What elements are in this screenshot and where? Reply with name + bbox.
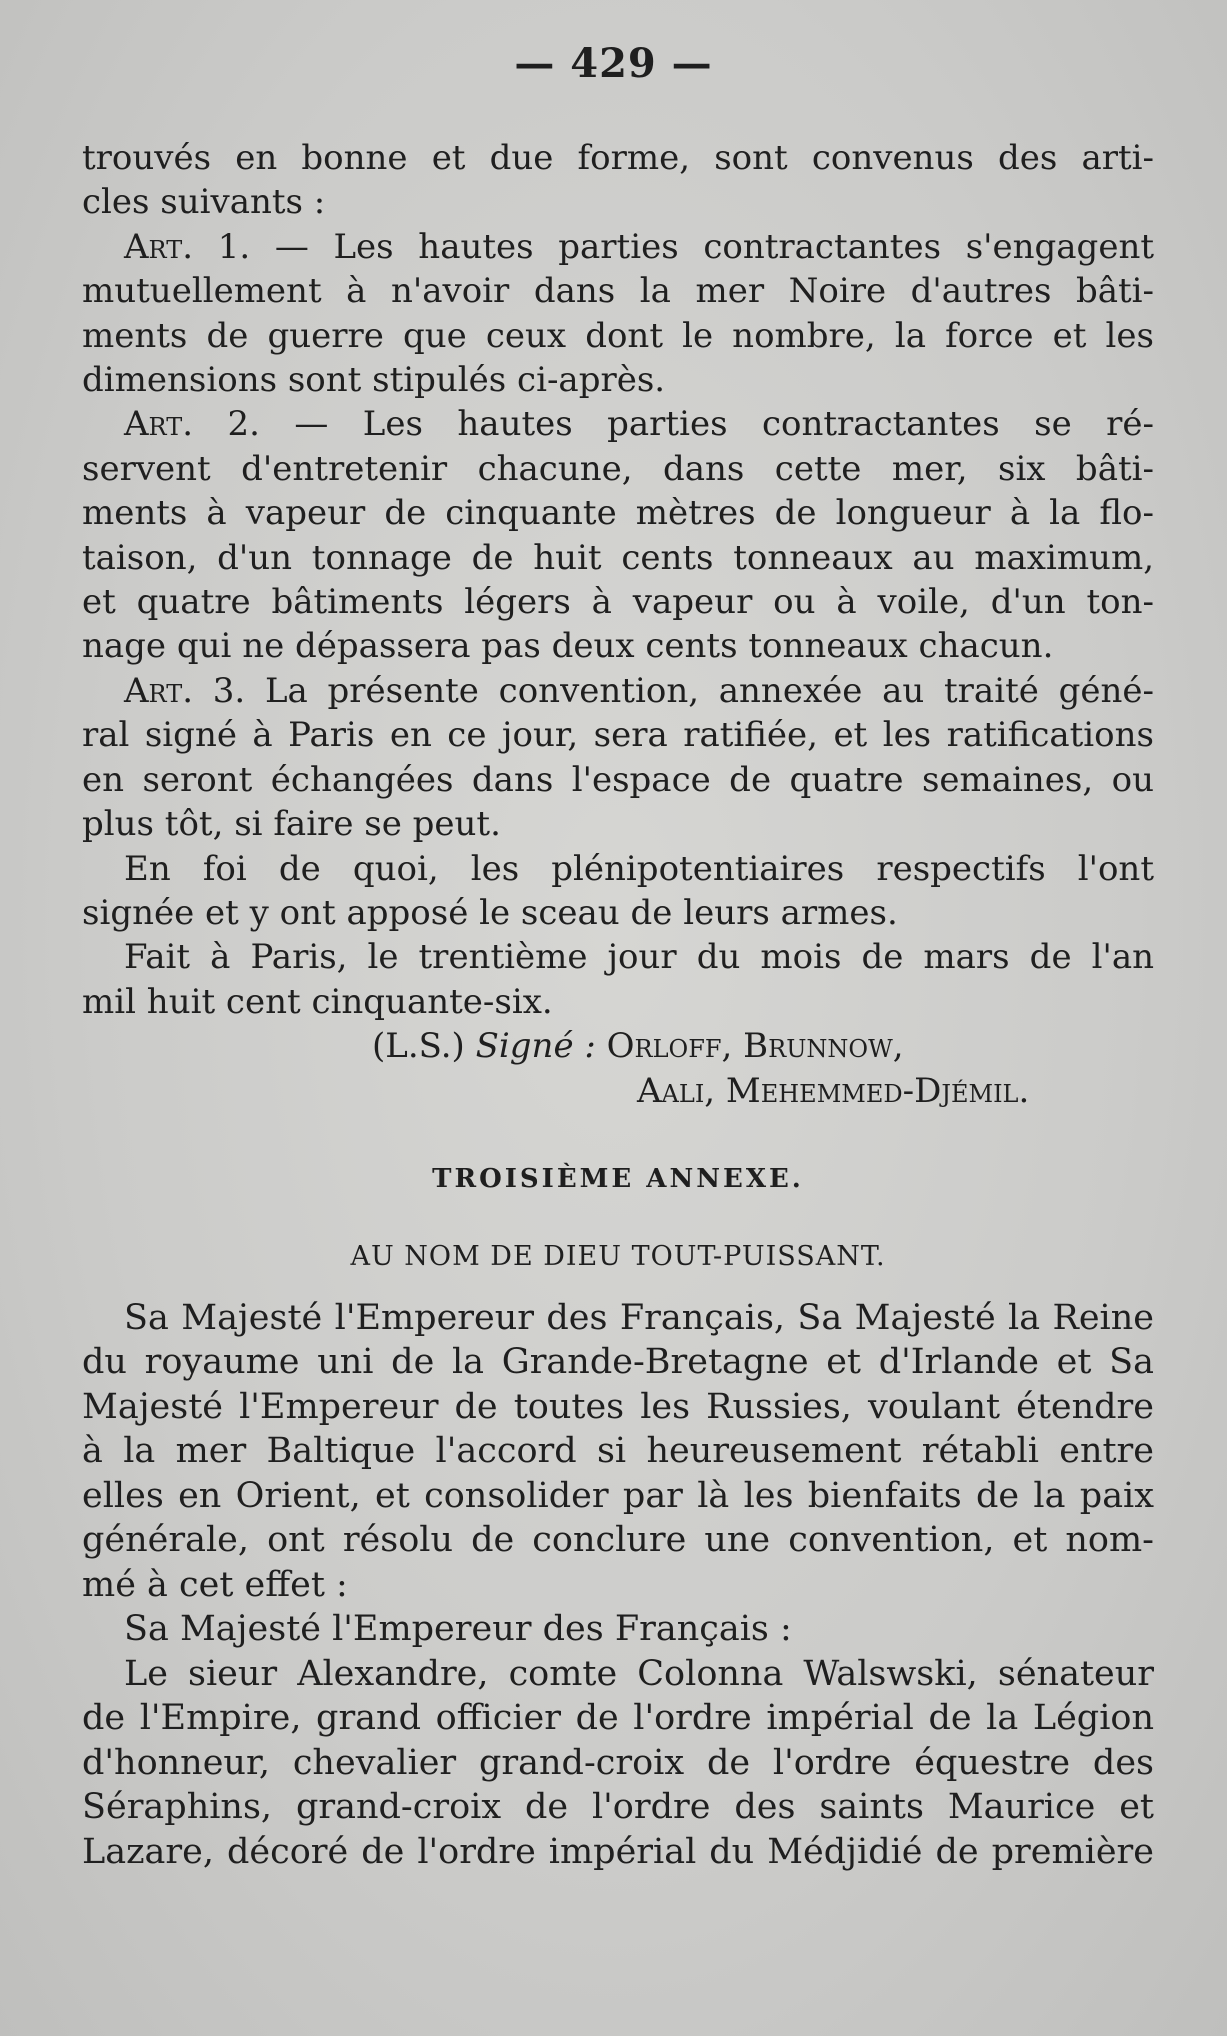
text-line: trouvés en bonne et due forme, sont convenus des arti- (82, 138, 1154, 178)
text-line: dimensions sont stipulés ci-après. (82, 360, 666, 401)
fait-paragraph (82, 935, 1154, 1024)
text-line: à la mer Baltique l'accord si heureusement rétabli entre (82, 1431, 1154, 1472)
text-line: — Les hautes parties contractantes se ré- (294, 404, 1154, 445)
text-line: d'honneur, chevalier grand-croix de l'ordre équestre des (82, 1742, 1154, 1783)
article-label: Art. 2. (124, 404, 260, 445)
text-line: en seront échangées dans l'espace de quatre semaines, ou (82, 759, 1154, 800)
text-line: elles en Orient, et consolider par là les bienfaits de la paix (82, 1475, 1154, 1516)
article-label: Art. 1. (124, 226, 251, 267)
text-line: Lazare, décoré de l'ordre impérial du Médjidié de première (82, 1831, 1154, 1872)
text-line: ments à vapeur de cinquante mètres de longueur à la flo- (82, 493, 1154, 534)
text-line: Sa Majesté l'Empereur des Français, Sa Majesté la Reine (124, 1297, 1154, 1338)
article-2 (82, 402, 1154, 668)
opening-paragraph (82, 136, 1154, 225)
text-line: Le sieur Alexandre, comte Colonna Walswski, sénateur (124, 1653, 1154, 1694)
text-line: du royaume uni de la Grande-Bretagne et d'Irlande et Sa (82, 1342, 1154, 1383)
article-1 (82, 225, 1154, 403)
text-line: La présente convention, annexée au traité géné- (264, 670, 1154, 711)
majesties-paragraph (82, 1296, 1154, 1875)
text-line: signée et y ont apposé le sceau de leurs armes. (82, 892, 898, 933)
en-foi-paragraph (82, 847, 1154, 936)
invocation-heading: AU NOM DE DIEU TOUT-PUISSANT. (350, 1241, 886, 1273)
text-line: Majesté l'Empereur de toutes les Russies, voulant étendre (82, 1386, 1154, 1427)
text-line: cles suivants : (82, 182, 326, 223)
text-line: mutuellement à n'avoir dans la mer Noire d'autres bâti- (82, 271, 1154, 312)
emperor-line: Sa Majesté l'Empereur des Français : (124, 1609, 792, 1650)
signature-block (82, 1024, 1154, 1113)
text-line: En foi de quoi, les plénipotentiaires respectifs l'ont (124, 848, 1154, 889)
text-line: — Les hautes parties contractantes s'engagent (274, 226, 1155, 267)
text-line: nage qui ne dépassera pas deux cents tonneaux chacun. (82, 626, 1054, 667)
article-3 (82, 669, 1154, 847)
text-line: ral signé à Paris en ce jour, sera ratifiée, et les ratifications (82, 715, 1154, 756)
article-label: Art. 3. (124, 670, 246, 711)
text-line: taison, d'un tonnage de huit cents tonneaux au maximum, (82, 537, 1154, 578)
text-line: servent d'entretenir chacune, dans cette mer, six bâti- (82, 448, 1154, 489)
text-line: et quatre bâtiments légers à vapeur ou à voile, d'un ton- (82, 582, 1154, 623)
text-line: Fait à Paris, le trentième jour du mois de mars de l'an (124, 937, 1154, 978)
annex-heading: TROISIÈME ANNEXE. (432, 1163, 804, 1194)
text-line: ments de guerre que ceux dont le nombre, la force et les (82, 315, 1154, 356)
text-line: générale, ont résolu de conclure une convention, et nom- (82, 1520, 1154, 1561)
signed-label: Signé : (475, 1026, 596, 1067)
text-line: mil huit cent cinquante-six. (82, 981, 553, 1022)
text-line: de l'Empire, grand officier de l'ordre impérial de la Légion (82, 1698, 1154, 1739)
signatories-line: Orloff, Brunnow, (606, 1026, 904, 1067)
text-line: mé à cet effet : (82, 1564, 348, 1605)
seal-mark: (L.S.) (372, 1026, 465, 1067)
signatories-line: Aali, Mehemmed-Djémil. (637, 1070, 1030, 1111)
page-number: — 429 — (514, 40, 713, 87)
text-line: Séraphins, grand-croix de l'ordre des saints Maurice et (82, 1787, 1154, 1828)
text-line: plus tôt, si faire se peut. (82, 804, 501, 845)
page-body (82, 136, 1154, 1874)
